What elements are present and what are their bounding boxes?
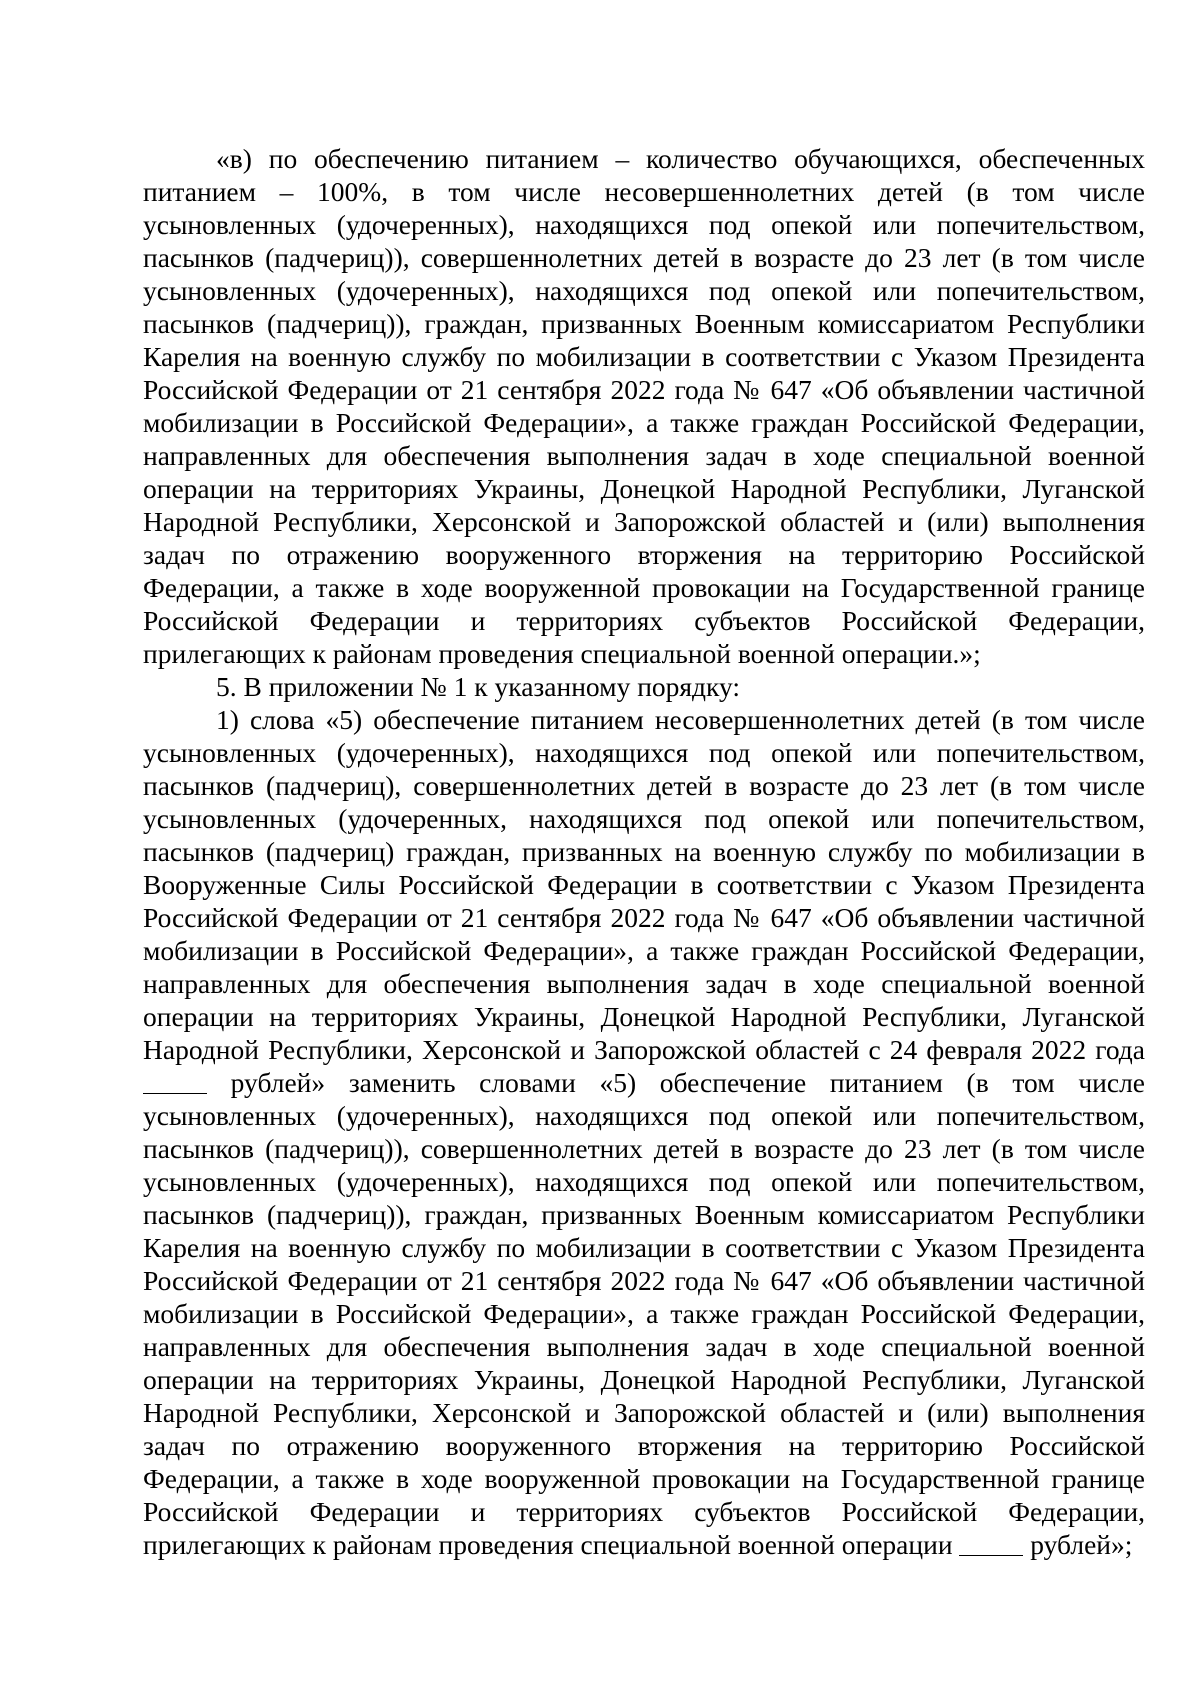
paragraph-food-provision-indicator <box>143 142 1145 670</box>
paragraph-amendment-item-1 <box>143 703 1145 1561</box>
paragraph-text-part-2: рублей» заменить словами «5) обеспечение питанием (в том числе усыновленных (удочеренных), находящихся под опекой или попечительством, пасынков (падчериц)), совершеннолетних детей в возрасте до 23 лет (в том числе усыновленных (удочеренных), находящихся под опекой или попечительством, пасынков (падчериц)), граждан, призванных Военным комиссариатом Республики Карелия на военную службу по мобилизации в соответствии с Указом Президента Российской Федерации от 21 сентября 2022 года № 647 «Об объявлении частичной мобилизации в Российской Федерации», а также граждан Российской Федерации, направленных для обеспечения выполнения задач в ходе специальной военной операции на территориях Украины, Донецкой Народной Республики, Луганской Народной Республики, Херсонской и Запорожской областей и (или) выполнения задач по отражению вооруженного вторжения на территорию Российской Федерации, а также в ходе вооруженной провокации на Государственной границе Российской Федерации и территориях субъектов Российской Федерации, прилегающих к районам проведения специальной военной операции <box>143 1067 1145 1560</box>
paragraph-text-part-1: 1) слова «5) обеспечение питанием несовершеннолетних детей (в том числе усыновленных (удочеренных), находящихся под опекой или попечительством, пасынков (падчериц), совершеннолетних детей в возрасте до 23 лет (в том числе усыновленных (удочеренных, находящихся под опекой или попечительством, пасынков (падчериц) граждан, призванных на военную службу по мобилизации в Вооруженные Силы Российской Федерации в соответствии с Указом Президента Российской Федерации от 21 сентября 2022 года № 647 «Об объявлении частичной мобилизации в Российской Федерации», а также граждан Российской Федерации, направленных для обеспечения выполнения задач в ходе специальной военной операции на территориях Украины, Донецкой Народной Республики, Луганской Народной Республики, Херсонской и Запорожской областей с 24 февраля 2022 года <box>143 704 1145 1065</box>
paragraph-appendix-heading <box>143 670 1145 703</box>
amount-blank-line <box>143 1093 207 1094</box>
paragraph-text: 5. В приложении № 1 к указанному порядку: <box>216 671 741 702</box>
amount-blank-line <box>959 1555 1023 1556</box>
paragraph-text: «в) по обеспечению питанием – количество обучающихся, обеспеченных питанием – 100%, в том числе несовершеннолетних детей (в том числе усыновленных (удочеренных), находящихся под опекой или попечительством, пасынков (падчериц)), совершеннолетних детей в возрасте до 23 лет (в том числе усыновленных (удочеренных), находящихся под опекой или попечительством, пасынков (падчериц)), граждан, призванных Военным комиссариатом Республики Карелия на военную службу по мобилизации в соответствии с Указом Президента Российской Федерации от 21 сентября 2022 года № 647 «Об объявлении частичной мобилизации в Российской Федерации», а также граждан Российской Федерации, направленных для обеспечения выполнения задач в ходе специальной военной операции на территориях Украины, Донецкой Народной Республики, Луганской Народной Республики, Херсонской и Запорожской областей и (или) выполнения задач по отражению вооруженного вторжения на территорию Российской Федерации, а также в ходе вооруженной провокации на Государственной границе Российской Федерации и территориях субъектов Российской Федерации, прилегающих к районам проведения специальной военной операции.»; <box>143 143 1145 669</box>
paragraph-text-part-3: рублей»; <box>1030 1529 1133 1560</box>
document-body <box>143 142 1145 1561</box>
